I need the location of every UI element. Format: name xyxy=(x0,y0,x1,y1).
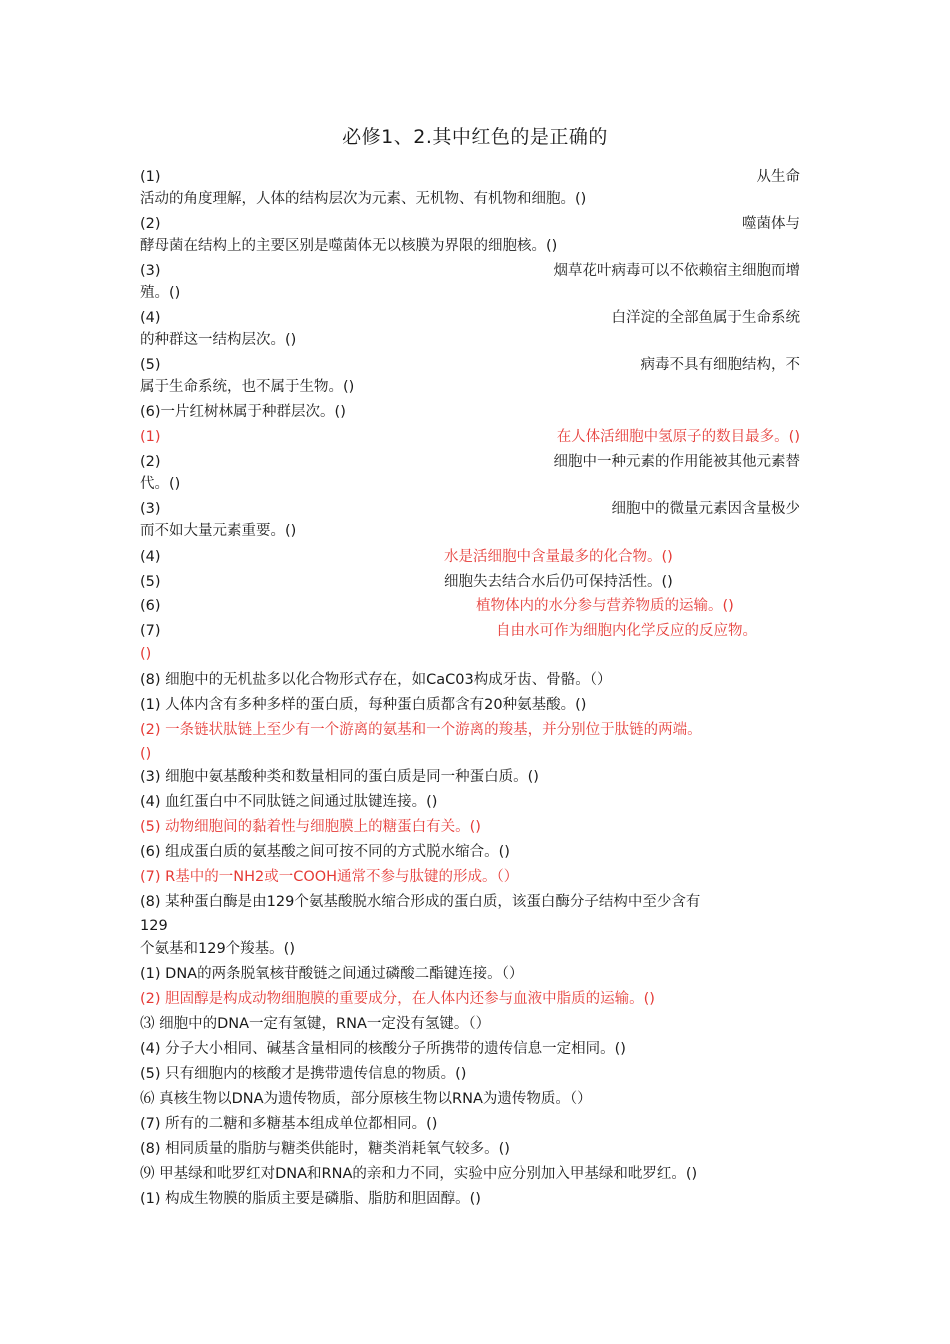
question-number: (5) xyxy=(140,357,161,373)
question-continuation: 的种群这一结构层次。() xyxy=(140,332,297,348)
question-list xyxy=(140,166,800,1212)
question-text: 植物体内的水分参与营养物质的运输。() xyxy=(476,598,734,614)
question-item xyxy=(140,498,800,520)
question-text: 从生命 xyxy=(756,169,800,185)
question-item xyxy=(140,166,800,188)
question-item xyxy=(140,354,800,376)
question-item xyxy=(140,451,800,473)
question-text: 自由水可作为细胞内化学反应的反应物。 xyxy=(496,622,757,639)
question-item: (1) DNA的两条脱氧核苷酸链之间通过磷酸二酯键连接。（） xyxy=(140,966,524,982)
question-number: (2) xyxy=(140,216,161,232)
question-item: (4) 分子大小相同、碱基含量相同的核酸分子所携带的遗传信息一定相同。() xyxy=(140,1041,626,1057)
question-text: 水是活细胞中含量最多的化合物。() xyxy=(444,549,673,565)
question-continuation: 个氨基和129个羧基。() xyxy=(140,941,295,957)
question-item xyxy=(140,213,800,235)
question-item: (7) R基中的一NH2或一COOH通常不参与肽键的形成。（） xyxy=(140,869,519,885)
question-text: 细胞中一种元素的作用能被其他元素替 xyxy=(553,454,800,470)
question-number: (1) xyxy=(140,169,161,185)
question-text: 在人体活细胞中氢原子的数目最多。() xyxy=(556,429,800,445)
question-item: (4) 血红蛋白中不同肽链之间通过肽键连接。() xyxy=(140,794,438,810)
question-continuation: 殖。() xyxy=(140,285,181,301)
page-title: 必修1、2.其中红色的是正确的 xyxy=(342,126,608,148)
question-item xyxy=(140,260,800,282)
question-item: (1) 人体内含有多种多样的蛋白质，每种蛋白质都含有20种氨基酸。() xyxy=(140,697,587,713)
question-item: (7) 所有的二糖和多糖基本组成单位都相同。() xyxy=(140,1116,438,1132)
question-item xyxy=(140,570,800,595)
question-item: (8) 相同质量的脂肪与糖类供能时，糖类消耗氧气较多。() xyxy=(140,1141,510,1157)
question-continuation: 酵母菌在结构上的主要区别是噬菌体无以核膜为界限的细胞核。() xyxy=(140,238,558,254)
question-item: (1) 构成生物膜的脂质主要是磷脂、脂肪和胆固醇。() xyxy=(140,1191,481,1207)
question-text: 细胞中的微量元素因含量极少 xyxy=(611,501,800,517)
question-item xyxy=(140,619,800,644)
question-continuation: 属于生命系统，也不属于生物。() xyxy=(140,379,355,395)
question-continuation: 活动的角度理解，人体的结构层次为元素、无机物、有机物和细胞。() xyxy=(140,191,587,207)
question-item: ⑼ 甲基绿和吡罗红对DNA和RNA的亲和力不同，实验中应分别加入甲基绿和吡罗红。() xyxy=(140,1166,698,1182)
question-text: 白洋淀的全部鱼属于生命系统 xyxy=(611,310,800,326)
question-line: (8) 细胞中的无机盐多以化合物形式存在，如CaC03构成牙齿、骨骼。（） xyxy=(140,672,612,688)
question-continuation: 而不如大量元素重要。() xyxy=(140,523,297,539)
question-continuation: 129 xyxy=(140,918,168,934)
question-item xyxy=(140,426,800,448)
question-item: (6) 组成蛋白质的氨基酸之间可按不同的方式脱水缩合。() xyxy=(140,844,510,860)
question-number: (3) xyxy=(140,501,161,517)
question-number: (5) xyxy=(140,573,161,590)
question-item: ⑹ 真核生物以DNA为遗传物质，部分原核生物以RNA为遗传物质。（） xyxy=(140,1091,592,1107)
question-number: (1) xyxy=(140,429,161,445)
question-text: 细胞失去结合水后仍可保持活性。() xyxy=(444,573,673,590)
question-item: (5) 动物细胞间的黏着性与细胞膜上的糖蛋白有关。() xyxy=(140,819,481,835)
question-item: (2) 一条链状肽链上至少有一个游离的氨基和一个游离的羧基，并分别位于肽链的两端。 xyxy=(140,722,702,738)
question-number: (4) xyxy=(140,310,161,326)
question-item: (2) 胆固醇是构成动物细胞膜的重要成分，在人体内还参与血液中脂质的运输。() xyxy=(140,991,655,1007)
question-number: (3) xyxy=(140,263,161,279)
question-item xyxy=(140,545,800,570)
question-number: (7) xyxy=(140,622,161,639)
question-continuation: 代。() xyxy=(140,476,181,492)
question-item xyxy=(140,307,800,329)
question-item: (5) 只有细胞内的核酸才是携带遗传信息的物质。() xyxy=(140,1066,467,1082)
question-text: 烟草花叶病毒可以不依赖宿主细胞而增 xyxy=(553,263,800,279)
question-line: (6)一片红树林属于种群层次。() xyxy=(140,404,346,420)
question-text: 病毒不具有细胞结构，不 xyxy=(640,357,800,373)
question-continuation: () xyxy=(140,646,152,662)
question-item: ⑶ 细胞中的DNA一定有氢键，RNA一定没有氢键。（） xyxy=(140,1016,491,1032)
question-item xyxy=(140,594,800,619)
question-number: (6) xyxy=(140,598,161,614)
question-text: 噬菌体与 xyxy=(742,216,800,232)
question-number: (4) xyxy=(140,549,161,565)
question-item: (8) 某种蛋白酶是由129个氨基酸脱水缩合形成的蛋白质，该蛋白酶分子结构中至少含有 xyxy=(140,894,701,910)
question-number: (2) xyxy=(140,454,161,470)
question-item: (3) 细胞中氨基酸种类和数量相同的蛋白质是同一种蛋白质。() xyxy=(140,769,539,785)
question-continuation: () xyxy=(140,746,152,762)
